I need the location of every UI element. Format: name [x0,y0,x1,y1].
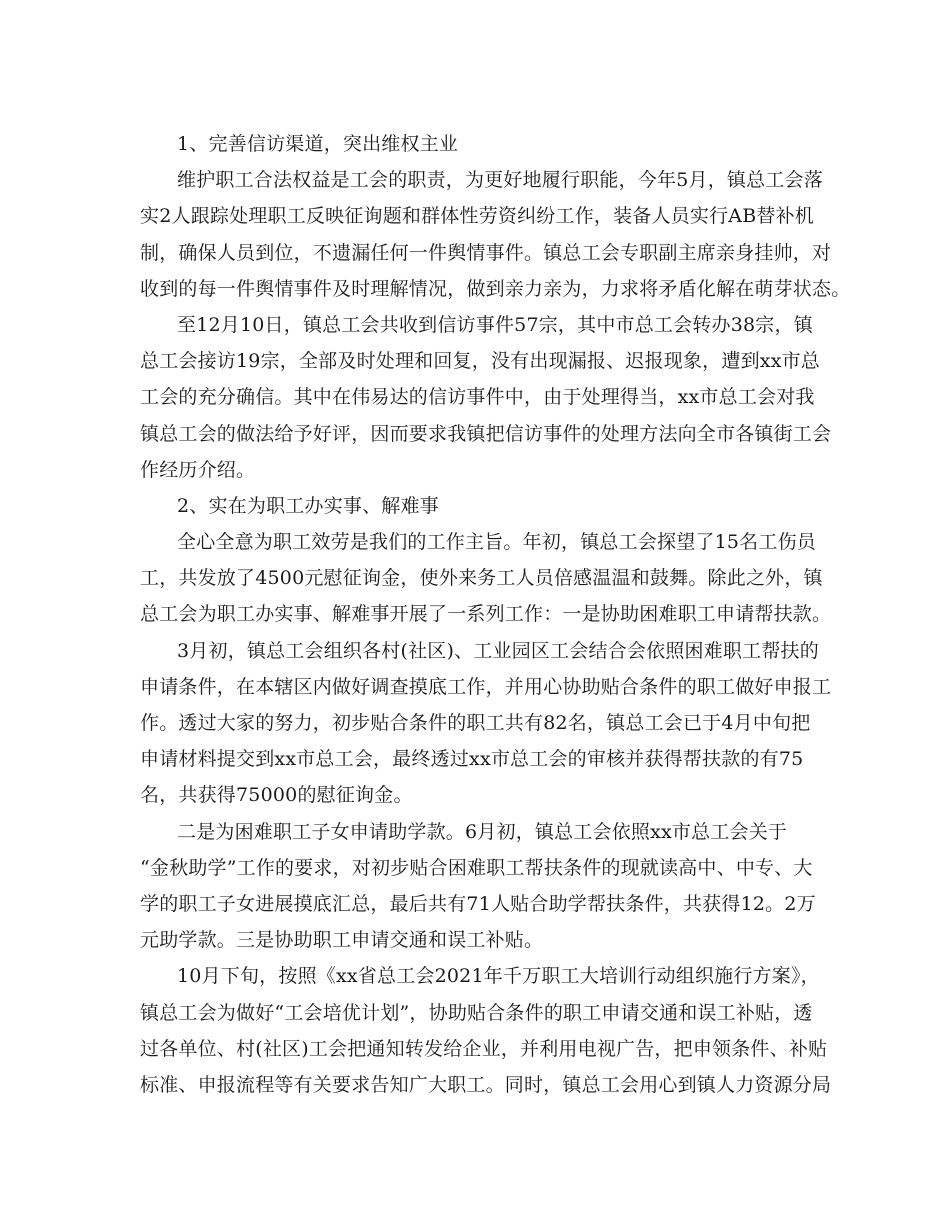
paragraph-line: 元助学款。三是协助职工申请交通和误工补贴。 [140,929,544,952]
paragraph-line: 实2人跟踪处理职工反映征询题和群体性劳资纠纷工作，装备人员实行AB替补机 [140,205,814,228]
paragraph-line: 学的职工子女进展摸底汇总，最后共有71人贴合助学帮扶条件，共获得12。2万 [140,892,816,915]
paragraph-line: 镇总工会为做好“工会培优计划”，协助贴合条件的职工申请交通和误工补贴，透 [140,1001,813,1024]
paragraph-line: 制，确保人员到位，不遗漏任何一件舆情事件。镇总工会专职副主席亲身挂帅，对 [140,241,832,264]
paragraph-line: 全心全意为职工效劳是我们的工作主旨。年初，镇总工会探望了15名工伤员 [177,531,816,554]
paragraph-line: 申请材料提交到xx市总工会，最终透过xx市总工会的审核并获得帮扶款的有75 [140,748,804,771]
paragraph-line: 总工会为职工办实事、解难事开展了一系列工作：一是协助困难职工申请帮扶款。 [140,603,832,626]
paragraph-line: 工，共发放了4500元慰征询金，使外来务工人员倍感温温和鼓舞。除此之外，镇 [140,567,823,590]
paragraph-line: 镇总工会的做法给予好评，因而要求我镇把信访事件的处理方法向全市各镇街工会 [140,422,832,445]
paragraph-line: 申请条件，在本辖区内做好调查摸底工作，并用心协助贴合条件的职工做好申报工 [140,675,832,698]
paragraph-line: 名，共获得75000的慰征询金。 [140,784,413,807]
paragraph-line: 过各单位、村(社区)工会把通知转发给企业，并利用电视广告，把申领条件、补贴 [140,1037,828,1060]
document-page [140,126,851,1103]
paragraph-line: 作经历介绍。 [140,458,256,481]
paragraph-line: 维护职工合法权益是工会的职责，为更好地履行职能，今年5月，镇总工会落 [177,169,823,192]
paragraph-line: 3月初，镇总工会组织各村(社区)、工业园区工会结合会依照困难职工帮扶的 [177,639,819,662]
paragraph-line: 总工会接访19宗，全部及时处理和回复，没有出现漏报、迟报现象，遭到xx市总 [140,350,821,373]
paragraph-line: 作。透过大家的努力，初步贴合条件的职工共有82名，镇总工会已于4月中旬把 [140,712,811,734]
paragraph-line: “金秋助学”工作的要求，对初步贴合困难职工帮扶条件的现就读高中、中专、大 [140,856,813,879]
paragraph-line: 收到的每一件舆情事件及时理解情况，做到亲力亲为，力求将矛盾化解在萌芽状态。 [140,277,851,300]
paragraph-line: 二是为困难职工子女申请助学款。6月初，镇总工会依照xx市总工会关于 [177,820,788,843]
paragraph-line: 至12月10日，镇总工会共收到信访事件57宗，其中市总工会转办38宗，镇 [177,313,813,336]
section-heading-1: 1、完善信访渠道，突出维权主业 [177,133,459,155]
paragraph-line: 工会的充分确信。其中在伟易达的信访事件中，由于处理得当，xx市总工会对我 [140,386,815,409]
paragraph-line: 标准、申报流程等有关要求告知广大职工。同时，镇总工会用心到镇人力资源分局 [140,1073,832,1096]
paragraph-line: 10月下旬，按照《xx省总工会2021年千万职工大培训行动组织施行方案》， [177,965,820,988]
section-heading-2: 2、实在为职工办实事、解难事 [177,494,439,517]
